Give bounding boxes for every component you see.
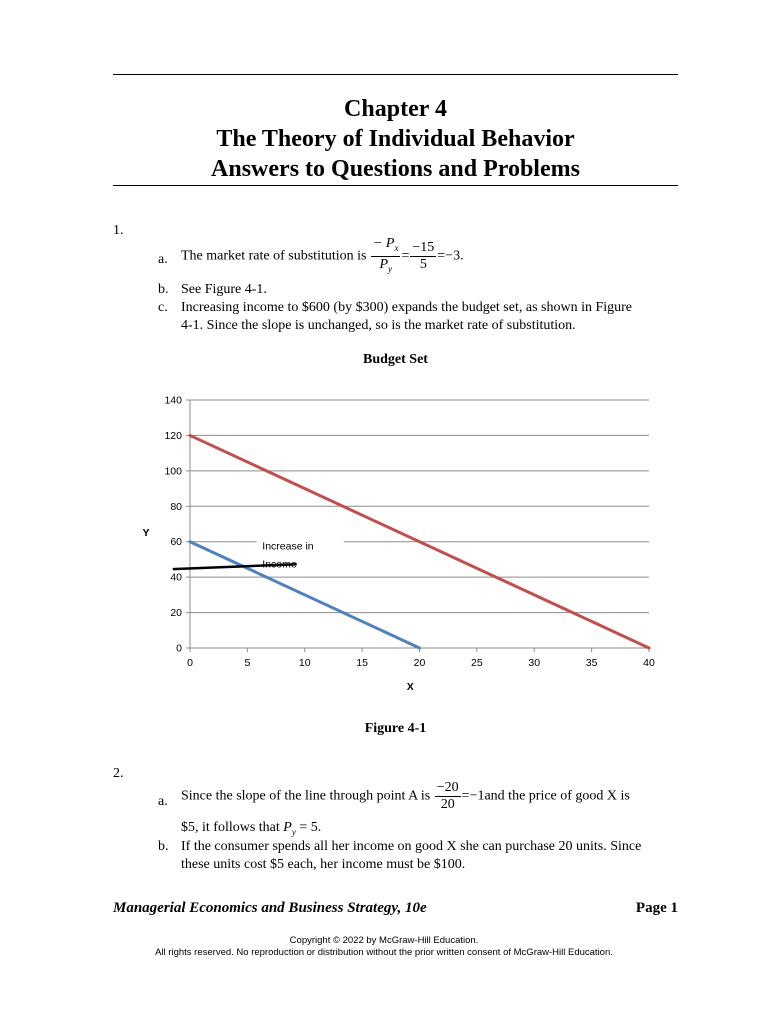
footer-book-title: Managerial Economics and Business Strategy, 10e — [113, 900, 427, 916]
y-tick-label: 40 — [170, 571, 182, 584]
x-tick-label: 20 — [413, 657, 426, 669]
q2-a-line — [181, 780, 630, 813]
q1-b-label: b. — [158, 282, 169, 297]
q2-a-equals: =−1 — [461, 788, 485, 804]
q1-a-label: a. — [158, 252, 168, 267]
chart-title: Budget Set — [363, 352, 428, 367]
figure-caption: Figure 4-1 — [364, 721, 427, 736]
q1-c-label: c. — [158, 300, 168, 315]
copyright-line-2: All rights reserved. No reproduction or distribution without the prior written consent of McGraw-Hill Education. — [155, 947, 613, 958]
x-tick-label: 15 — [356, 657, 368, 669]
chapter-number: Chapter 4 — [344, 96, 447, 122]
q2-b-label: b. — [158, 839, 169, 854]
q1-numeric-fraction: $\frac{-15}{5}$ — [412, 239, 435, 272]
q1-number: 1. — [113, 223, 124, 238]
q1-a-result: =−3. — [437, 248, 464, 264]
q2-a-label: a. — [158, 794, 168, 809]
y-tick-label: 80 — [170, 500, 182, 513]
q2-b-line1: If the consumer spends all her income on good X she can purchase 20 units. Since — [181, 839, 642, 854]
q2-a-text1: Since the slope of the line through point A is — [181, 788, 431, 804]
footer-page-number: Page 1 — [635, 900, 678, 916]
x-tick-label: 25 — [471, 657, 483, 669]
q2-b-line2: these units cost $5 each, her income must be $100. — [181, 857, 466, 872]
q2-number: 2. — [113, 766, 124, 781]
q1-a-text: The market rate of substitution is — [181, 248, 367, 264]
y-tick-label: 60 — [170, 536, 182, 549]
chapter-title: The Theory of Individual Behavior — [216, 126, 575, 152]
q1-price-ratio-fraction: $\frac{- P_x}{P_y}$ — [372, 236, 399, 274]
y-tick-label: 20 — [170, 607, 182, 620]
y-tick-label: 140 — [164, 394, 182, 407]
copyright-line-1: Copyright © 2022 by McGraw-Hill Education. — [289, 935, 479, 946]
y-tick-label: 120 — [164, 429, 182, 442]
q1-c-line2: 4-1. Since the slope is unchanged, so is the market rate of substitution. — [181, 318, 576, 333]
x-axis-label: X — [406, 681, 414, 693]
x-tick-label: 35 — [585, 657, 598, 669]
x-tick-label: 30 — [528, 657, 541, 669]
q2-slope-fraction: $\frac{-20}{20}$ — [436, 780, 459, 812]
q1-a-equals: = — [401, 248, 410, 264]
q2-a-text2: and the price of good X is — [484, 788, 630, 804]
q2-a-line2: $5, it follows that $P_y = 5$. — [181, 820, 322, 837]
x-tick-label: 5 — [244, 657, 251, 669]
chapter-subtitle: Answers to Questions and Problems — [211, 156, 580, 182]
x-tick-label: 40 — [643, 657, 655, 669]
q1-c-line1: Increasing income to $600 (by $300) expands the budget set, as shown in Figure — [181, 300, 633, 315]
x-tick-label: 10 — [298, 657, 311, 669]
q1-b-text: See Figure 4-1. — [181, 282, 267, 297]
x-tick-label: 0 — [187, 657, 193, 669]
y-tick-label: 100 — [164, 465, 182, 478]
y-axis-label: Y — [142, 526, 150, 539]
annotation-line-1: Increase in — [262, 540, 314, 553]
y-tick-label: 0 — [176, 642, 182, 655]
